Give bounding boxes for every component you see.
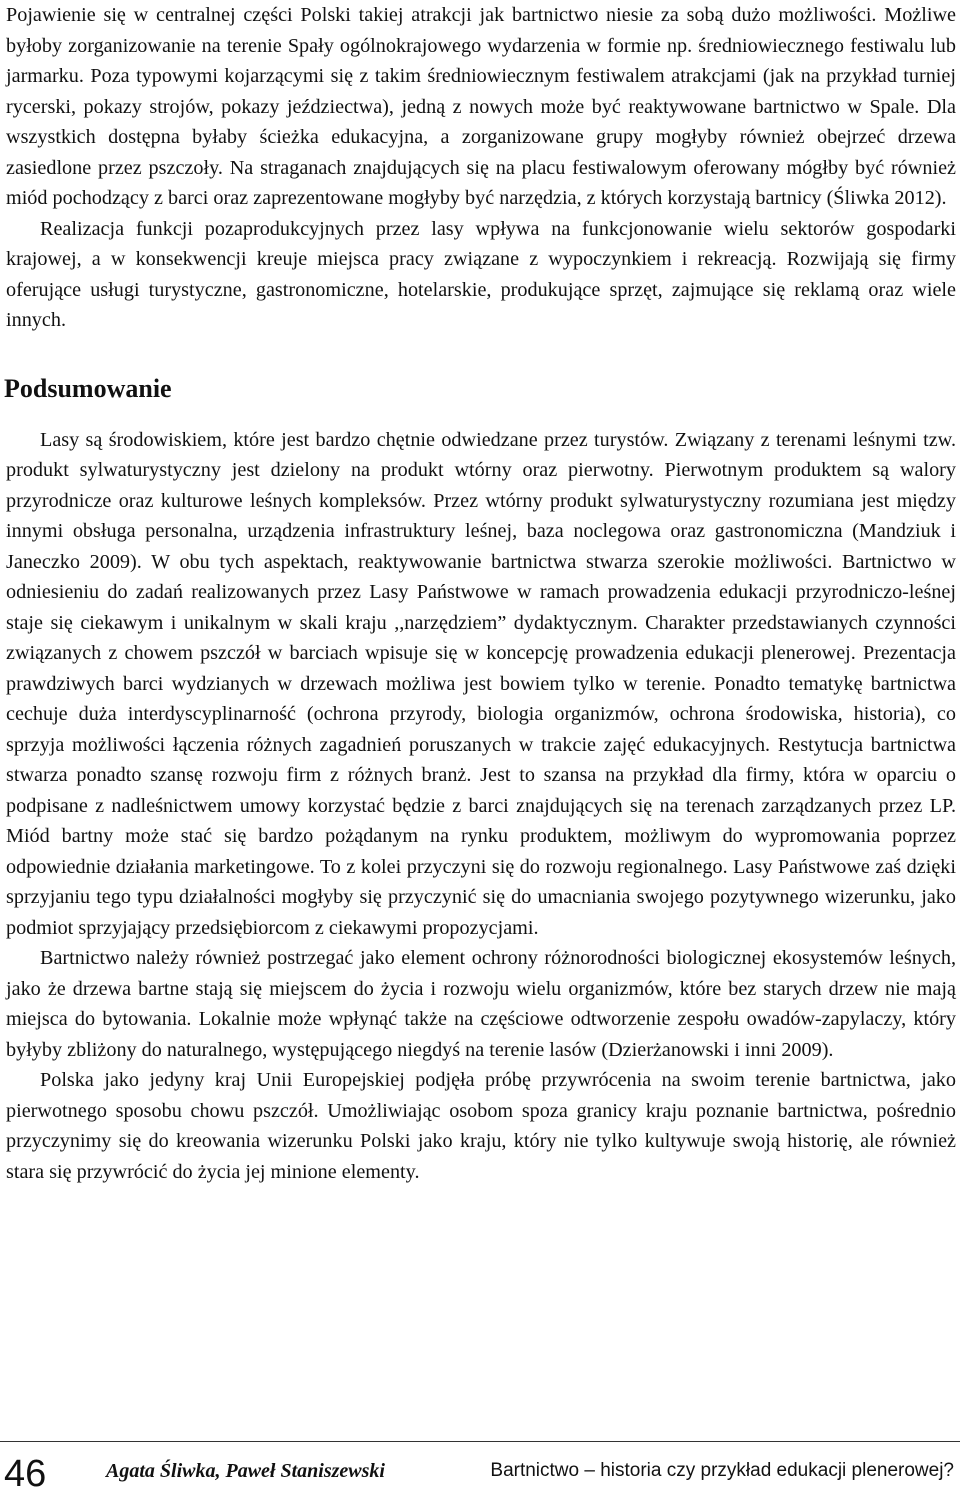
paragraph: Polska jako jedyny kraj Unii Europejskiej podjęła próbę przywrócenia na swoim terenie bartnictwa, jako pierwotnego sposobu chowu pszczół. Umożliwiając osobom spoza granicy kraju poznanie bartnictwa, pośrednio przyczynimy się do kreowania wizerunku Polski jako kraju, który nie tylko kultywuje swoją historię, ale również stara się przywrócić do życia jej minione elementy. bbox=[6, 1069, 956, 1183]
footer-divider bbox=[0, 1441, 960, 1442]
section-heading: Podsumowanie bbox=[4, 373, 172, 403]
paragraph: Pojawienie się w centralnej części Polski takiej atrakcji jak bartnictwo niesie za sobą dużo możliwości. Możliwe byłoby zorganizowanie na terenie Spały ogólnokrajowego wydarzenia w formie np. średniowiecznego festiwalu lub jarmarku. Poza typowymi kojarzącymi się z takim średniowiecznym festiwalem atrakcjami (jak na przykład turniej rycerski, pokazy strojów, pokazy jeździectwa), jedną z nowych może być reaktywowane bartnictwo w Spale. Dla wszystkich dostępna byłaby ścieżka edukacyjna, a zorganizowane grupy mogłyby również obejrzeć drzewa zasiedlone przez pszczoły. Na straganach znajdujących się na placu festiwalowym oferowany mógłby być również miód pochodzący z barci oraz zaprezentowane mogłyby być narzędzia, z których korzystają bartnicy (Śliwka 2012). bbox=[6, 4, 956, 209]
paragraph: Bartnictwo należy również postrzegać jako element ochrony różnorodności biologicznej ekosystemów leśnych, jako że drzewa bartne stają się miejscem do życia i rozwoju wielu organizmów, które bez starych drzew nie mają miejsca do bytowania. Lokalnie może wpłynąć także na częściowe odtworzenie zespołu owadów-zapylaczy, który byłyby zbliżony do naturalnego, występującego niegdyś na terenie lasów (Dzierżanowski i inni 2009). bbox=[6, 947, 956, 1061]
footer-authors: Agata Śliwka, Paweł Staniszewski bbox=[106, 1460, 385, 1482]
paragraph: Realizacja funkcji pozaprodukcyjnych przez lasy wpływa na funkcjonowanie wielu sektorów gospodarki krajowej, a w konsekwencji kreuje miejsca pracy związane z wypoczynkiem i rekreacją. Rozwijają się firmy oferujące usługi turystyczne, gastronomiczne, hotelarskie, produkujące sprzęt, zajmujące się reklamą oraz wiele innych. bbox=[6, 217, 956, 331]
paragraph: Lasy są środowiskiem, które jest bardzo chętnie odwiedzane przez turystów. Związany z terenami leśnymi tzw. produkt sylwaturystyczny jest dzielony na produkt wtórny oraz pierwotny. Pierwotnym produktem są walory przyrodnicze oraz kulturowe leśnych kompleksów. Przez wtórny produkt sylwaturystyczny rozumiana jest między innymi obsługa personalna, urządzenia infrastruktury leśnej, baza noclegowa oraz gastronomiczna (Mandziuk i Janeczko 2009). W obu tych aspektach, reaktywowanie bartnictwa stwarza szerokie możliwości. Bartnictwo w odniesieniu do zadań realizowanych przez Lasy Państwowe w ramach prowadzenia edukacji przyrodniczo-leśnej staje się ciekawym i unikalnym w skali kraju ,,narzędziem” dydaktycznym. Charakter przedstawianych czynności związanych z chowem pszczół w barciach wpisuje się w koncepcję prowadzenia edukacji plenerowej. Prezentacja prawdziwych barci wydzianych w drzewach możliwa jest bowiem tylko w terenie. Ponadto tematykę bartnictwa cechuje duża interdyscyplinarność (ochrona przyrody, biologia organizmów, ochrona środowiska, historia), co sprzyja możliwości łączenia różnych zagadnień poruszanych w trakcie zajęć edukacyjnych. Restytucja bartnictwa stwarza ponadto szansę rozwoju firm z różnych branż. Jest to szansa na przykład dla firmy, która w oparciu o podpisane z nadleśnictwem umowy korzystać będzie z barci znajdujących się na terenach zarządzanych przez LP. Miód bartny może stać się bardzo pożądanym na rynku produktem, możliwym do wypromowania poprzez odpowiednie działania marketingowe. To z kolei przyczyni się do rozwoju regionalnego. Lasy Państwowe zaś dzięki sprzyjaniu tego typu działalności mogłyby się przyczynić się do umacniania swojego pozytywnego wizerunku, jako podmiot sprzyjający przedsiębiorcom z ciekawymi propozycjami. bbox=[6, 428, 956, 939]
page-number: 46 bbox=[4, 1453, 47, 1495]
footer-running-title: Bartnictwo – historia czy przykład edukacji plenerowej? bbox=[490, 1460, 954, 1481]
body-text bbox=[6, 0, 956, 1187]
page-footer bbox=[0, 1436, 960, 1499]
